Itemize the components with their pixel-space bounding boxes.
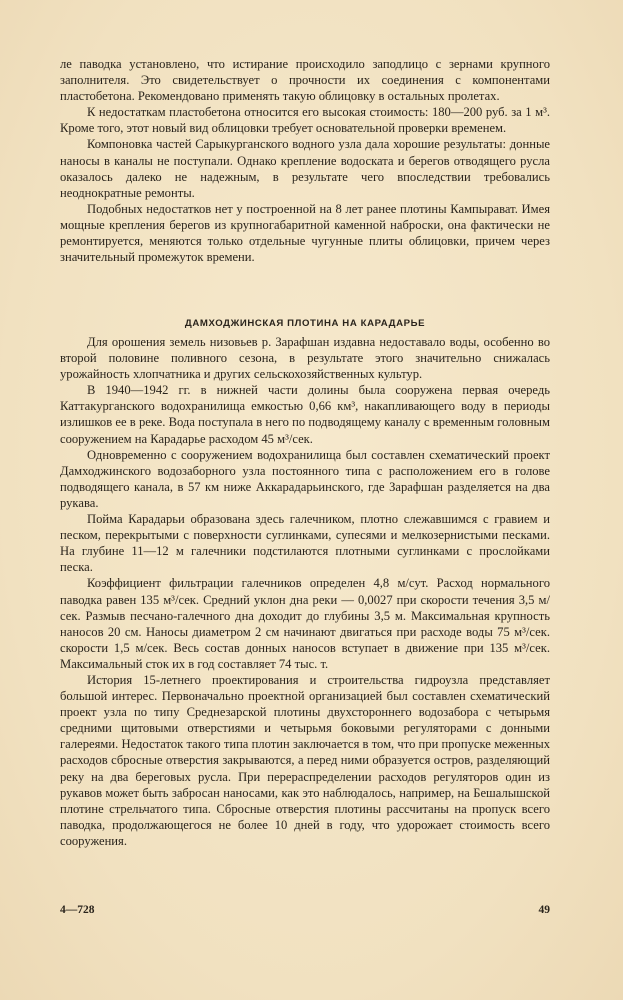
paragraph: Одновременно с сооружением водохранилища был составлен схематический проект Дамходжинского водозаборного узла постоянного типа с расположением его в голове подводящего канала, в 57 км ниже Аккарадарьинского, где Зарафшан разделяется на два рукава. <box>60 447 550 510</box>
paragraph: Подобных недостатков нет у построенной на 8 лет ранее плотины Кампырават. Имея мощные крепления берегов из крупногабаритной каменной наброски, она фактически не ремонтируется, меняются только отдельные чугунные плиты облицовки, причем через значительный промежуток времени. <box>60 201 550 265</box>
paragraph: История 15-летнего проектирования и строительства гидроузла представляет большой интерес. Первоначально проектной организацией был составлен схематический проект узла по типу Среднезарской плотины двухстороннего водозабора с четырьмя средними щитовыми отверстиями и четырьмя боковыми регуляторами с донными галереями. Недостаток такого типа плотин заключается в том, что при пропуске меженных расходов сбросные отверстия закрываются, а перед ними образуется остров, разделяющий реку на два береговых русла. При перераспределении расходов регуляторов один из рукавов может быть забросан наносами, как это наблюдалось, например, на Бешалышской плотине стрельчатого типа. Сбросные отверстия плотины рассчитаны на пропуск всего паводка, продолжающегося не более 10 дней в году, что удорожает стоимость всего сооружения. <box>60 672 550 848</box>
text-block-top <box>60 56 550 265</box>
signature-mark: 4—728 <box>60 904 95 916</box>
paragraph: ле паводка установлено, что истирание происходило заподлицо с зернами крупного заполнителя. Это свидетельствует о прочности их соединения с компонентами пластобетона. Рекомендовано применять такую облицовку в остальных пролетах. <box>60 57 550 104</box>
paragraph: К недостаткам пластобетона относится его высокая стоимость: 180—200 руб. за 1 м³. Кроме того, этот новый вид облицовки требует основательной проверки временем. <box>60 105 550 136</box>
paragraph: В 1940—1942 гг. в нижней части долины была сооружена первая очередь Каттакурганского водохранилища емкостью 0,66 км³, накапливающего воду в периоды излишков ее в реке. Вода поступала в него по подводящему каналу с временным головным сооружением на Карадарье расходом 45 м³/сек. <box>60 383 550 446</box>
section-heading: ДАМХОДЖИНСКАЯ ПЛОТИНА НА КАРАДАРЬЕ <box>184 318 426 329</box>
paragraph: Компоновка частей Сарыкурганского водного узла дала хорошие результаты: донные наносы в каналы не поступали. Однако крепление водоската и берегов отводящего русла оказалось далеко не надежным, в результате чего впоследствии требовались неоднократные ремонты. <box>60 137 550 200</box>
text-block-bottom <box>60 334 550 849</box>
paragraph: Пойма Карадарьи образована здесь галечником, плотно слежавшимся с гравием и песком, перекрытыми с поверхности суглинками, супесями и мелкозернистыми песками. На глубине 11—12 м галечники подстилаются плотными суглинками с прослойками песка. <box>60 512 550 575</box>
paragraph: Для орошения земель низовьев р. Зарафшан издавна недоставало воды, особенно во второй половине поливного сезона, в результате этого значительно снижалась урожайность хлопчатника и других сельскохозяйственных культур. <box>60 335 550 382</box>
paragraph: Коэффициент фильтрации галечников определен 4,8 м/сут. Расход нормального паводка равен 135 м³/сек. Средний уклон дна реки — 0,0027 при скорости течения 3,5 м/сек. Размыв песчано-галечного дна доходит до глубины 3,5 м. Максимальная крупность наносов 20 см. Наносы диаметром 2 см начинают двигаться при расходе воды 75 м³/сек. скорости 1,5 м/сек. Весь состав донных наносов вступает в движение при 135 м³/сек. Максимальный сток их в год составляет 74 тыс. т. <box>60 576 550 671</box>
page-number: 49 <box>538 904 550 916</box>
